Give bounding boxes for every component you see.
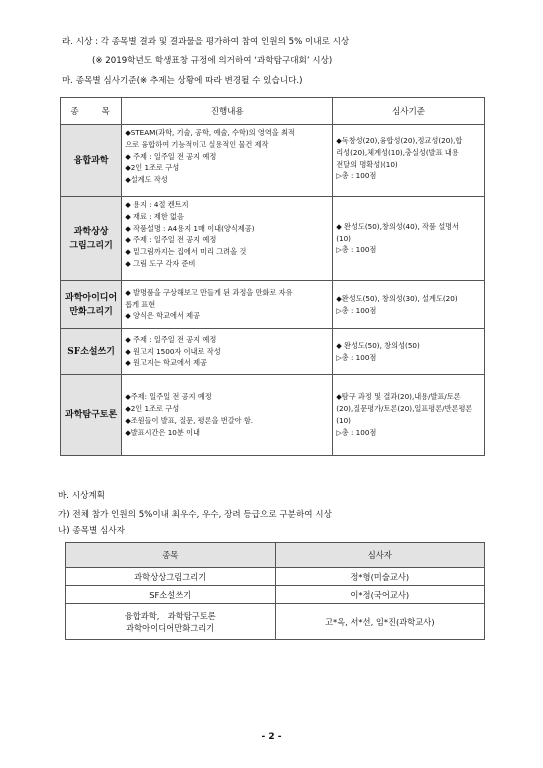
judges-table	[65, 542, 485, 640]
text-line: ◆독창성(20),융합성(20),정교성(20),합	[336, 136, 463, 145]
text-line: ◆탐구 과정 및 결과(20),내용/발표/토론	[336, 392, 461, 402]
judges-header-row	[66, 543, 485, 568]
criteria-cell	[333, 197, 485, 281]
criteria-cell	[333, 125, 485, 197]
criteria-header-row	[61, 98, 485, 125]
criteria-cell	[333, 375, 485, 456]
text-line: ◆ 그림 도구 각자 준비	[125, 258, 196, 268]
text-line: ◆발표시간은 10분 이내	[125, 427, 200, 437]
criteria-header-criteria: 심사기준	[333, 98, 485, 125]
text-line: 과학상상	[73, 226, 109, 237]
text-line: ◆ 완성도(50),창의성(40), 작품 설명서	[336, 221, 460, 231]
judges-judge-cell: 이*정(국어교사)	[275, 586, 485, 604]
judges-category-cell	[66, 586, 276, 604]
criteria-header-category: 종 목	[61, 98, 122, 125]
text-line: 과학아이디어	[65, 292, 118, 303]
content-cell	[122, 329, 333, 375]
text-line: 전달의 명확성)(10)	[336, 159, 398, 169]
text-line: 만화그리기	[69, 306, 113, 317]
section-ma: 마. 종목별 심사기준(※ 추제는 상황에 따라 변경될 수 있습니다.)	[62, 76, 303, 86]
text-line: ◆주제: 일주일 전 공지 예정	[125, 392, 212, 402]
category-cell	[61, 281, 122, 329]
text-line: ◆STEAM(과학, 기술, 공학, 예술, 수학)의 영역을 최적	[125, 128, 295, 137]
text-line: ▷총 : 100점	[336, 427, 377, 437]
text-line: ◆ 원고지는 학교에서 제공	[125, 358, 208, 368]
section-ba: 바. 시상계획	[58, 491, 105, 501]
criteria-row-inquiry-debate	[61, 375, 485, 456]
judges-header-category: 종목	[66, 543, 276, 568]
judges-row	[66, 586, 485, 604]
text-line: ◆2인 1조로 구성	[125, 404, 180, 414]
content-cell	[122, 125, 333, 197]
text-line: ◆설계도 작성	[125, 175, 168, 185]
category-cell	[61, 125, 122, 197]
judges-row	[66, 568, 485, 586]
text-line: ▷총 : 100점	[336, 245, 377, 255]
text-line: ◆ 용지 : 4절 켄트지	[125, 200, 189, 209]
section-ra: 라. 시상 : 각 종목별 결과 및 결과물을 평가하여 참여 인원의 5% 이내로 시상	[62, 37, 350, 47]
text-line: ◆조원들이 발표, 질문, 평론을 번갈아 함.	[125, 416, 254, 425]
section-na: 나) 종목별 심사자	[58, 526, 125, 536]
criteria-table	[60, 97, 485, 456]
text-line: ◆ 밑그림까지는 집에서 미리 그려올 것	[125, 247, 247, 257]
judges-judge-cell: 정*형(미술교사)	[275, 568, 485, 586]
criteria-header-content: 진행내용	[122, 98, 333, 125]
text-line: 과학아이디어만화그리기	[126, 622, 215, 633]
text-line: ◆ 주제 : 일주일 전 공지 예정	[125, 151, 217, 161]
text-line: ▷총 : 100점	[336, 305, 377, 315]
page-number: - 2 -	[261, 732, 282, 742]
section-ga: 가) 전체 참가 인원의 5%이내 최우수, 우수, 장려 등급으로 구분하여 시상	[58, 510, 332, 520]
text-line: SF소설쓰기	[67, 346, 115, 357]
category-cell	[61, 197, 122, 281]
text-line: 으로 융합하여 기능적이고 실용적인 물건 제작	[125, 139, 269, 149]
judges-judge-cell: 고*옥, 서*선, 임*진(과학교사)	[275, 604, 485, 640]
text-line: 융합과학	[73, 155, 109, 166]
text-line: 롭게 표현	[125, 299, 156, 309]
text-line: (10)	[336, 233, 351, 243]
text-line: ◆ 발명품을 구상해보고 만들게 된 과정을 만화로 자유	[125, 287, 293, 297]
text-line: ◆ 주제 : 일주일 전 공지 예정	[125, 334, 217, 344]
text-line: ◆ 원고지 1500자 이내로 작성	[125, 346, 221, 356]
content-cell	[122, 197, 333, 281]
criteria-cell	[333, 329, 485, 375]
text-line: ◆ 양식은 학교에서 제공	[125, 311, 201, 321]
text-line: ◆ 재료 : 제한 없음	[125, 211, 184, 221]
criteria-row-imagination-drawing	[61, 197, 485, 281]
text-line: 그림그리기	[69, 240, 113, 251]
content-cell	[122, 375, 333, 456]
text-line: 과학탐구토론	[65, 410, 118, 420]
text-line: ◆ 주제 : 일주일 전 공지 예정	[125, 235, 217, 245]
category-cell	[61, 375, 122, 456]
judges-category-cell	[66, 568, 276, 586]
content-cell	[122, 281, 333, 329]
text-line: (20),질문평가/토론(20),일표평론/반론평론	[336, 404, 473, 414]
text-line: (10)	[336, 416, 351, 425]
text-line: ◆ 작품설명 : A4용지 1매 이내(양식제공)	[125, 223, 255, 233]
text-line: ◆ 완성도(50), 창의성(50)	[336, 340, 420, 350]
text-line: ◆2인 1조로 구성	[125, 163, 180, 173]
judges-row	[66, 604, 485, 640]
text-line: ◆완성도(50), 창의성(30), 설계도(20)	[336, 293, 458, 303]
text-line: 리성(20),체계성(10),충실성(발표 내용	[336, 147, 459, 157]
criteria-cell	[333, 281, 485, 329]
text-line: ▷총 : 100점	[336, 171, 377, 181]
category-cell	[61, 329, 122, 375]
criteria-row-sf-novel	[61, 329, 485, 375]
text-line: 융합과학, 과학탐구토론	[124, 610, 216, 621]
text-line: ▷총 : 100점	[336, 352, 377, 362]
judges-category-cell	[66, 604, 276, 640]
text-line: 과학상상그림그리기	[134, 571, 207, 582]
text-line: SF소설쓰기	[149, 589, 192, 600]
section-ra-note: (※ 2019학년도 학생표창 규정에 의거하여 ‘과학탐구대회’ 시상)	[92, 56, 333, 66]
criteria-row-convergence	[61, 125, 485, 197]
criteria-row-idea-cartoon	[61, 281, 485, 329]
judges-header-judge: 심사자	[275, 543, 485, 568]
